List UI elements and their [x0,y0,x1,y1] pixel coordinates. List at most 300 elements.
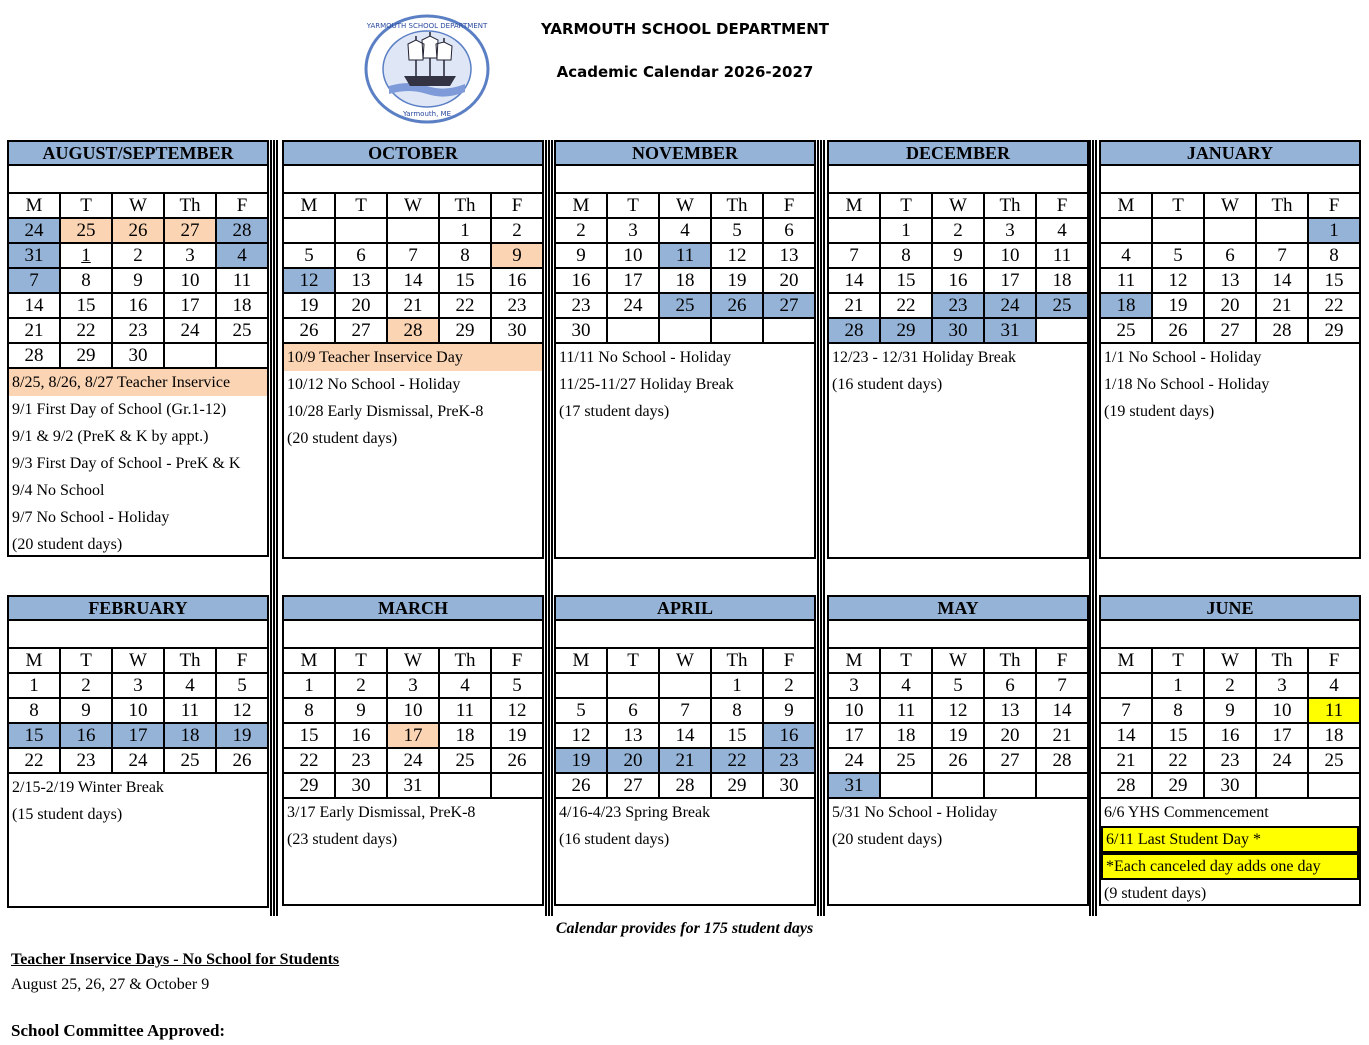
month-grid [1099,647,1361,799]
day-cell: 29 [1152,773,1204,798]
month-grid [1099,192,1361,344]
day-cell: 27 [1204,318,1256,343]
day-cell [659,673,711,698]
day-cell: 15 [8,723,60,748]
weekday-label: F [763,648,815,673]
month-notes [282,799,544,906]
day-cell: 23 [763,748,815,773]
month-june [1099,595,1361,906]
day-cell: 2 [335,673,387,698]
day-cell: 7 [1036,673,1088,698]
day-cell: 18 [659,268,711,293]
day-cell: 27 [335,318,387,343]
day-cell: 11 [659,243,711,268]
day-cell: 10 [387,698,439,723]
day-cell: 31 [984,318,1036,343]
day-cell: 25 [439,748,491,773]
day-cell: 19 [1152,293,1204,318]
day-cell: 11 [164,698,216,723]
weekday-label: F [1308,193,1360,218]
note-line: (23 student days) [287,831,398,848]
day-cell: 24 [8,218,60,243]
day-cell: 4 [880,673,932,698]
note-line: 5/31 No School - Holiday [832,804,998,821]
weekday-label: Th [1256,648,1308,673]
day-cell: 14 [1256,268,1308,293]
day-cell: 13 [335,268,387,293]
day-cell: 7 [1256,243,1308,268]
day-cell: 18 [1036,268,1088,293]
day-cell: 14 [1036,698,1088,723]
day-cell: 8 [1308,243,1360,268]
day-cell: 24 [387,748,439,773]
weekday-label: W [659,648,711,673]
note-line: 3/17 Early Dismissal, PreK-8 [287,804,476,821]
weekday-label: Th [984,648,1036,673]
day-cell: 14 [659,723,711,748]
day-cell: 13 [984,698,1036,723]
day-cell: 26 [1152,318,1204,343]
day-cell: 7 [659,698,711,723]
day-cell: 8 [1152,698,1204,723]
day-cell: 24 [607,293,659,318]
weekday-label: Th [164,193,216,218]
day-cell [880,773,932,798]
day-cell: 26 [491,748,543,773]
note-line: 9/4 No School [12,482,105,499]
day-cell: 25 [659,293,711,318]
day-cell: 18 [164,723,216,748]
month-notes [554,799,816,906]
day-cell: 10 [984,243,1036,268]
day-cell: 12 [283,268,335,293]
day-cell: 3 [164,243,216,268]
day-cell: 28 [1100,773,1152,798]
day-cell: 22 [1308,293,1360,318]
day-cell: 10 [1256,698,1308,723]
day-cell: 5 [283,243,335,268]
svg-text:YARMOUTH SCHOOL DEPARTMENT: YARMOUTH SCHOOL DEPARTMENT [366,22,488,30]
day-cell [711,318,763,343]
day-cell [1204,218,1256,243]
day-cell: 12 [491,698,543,723]
day-cell: 22 [283,748,335,773]
weekday-label: W [387,648,439,673]
weekday-label: W [387,193,439,218]
note-line: 1/18 No School - Holiday [1104,376,1270,393]
day-cell: 2 [555,218,607,243]
month-notes [827,344,1089,559]
weekday-label: T [60,193,112,218]
day-cell: 21 [828,293,880,318]
day-cell: 11 [439,698,491,723]
month-grid [282,647,544,799]
note-line-highlight: *Each canceled day adds one day [1101,853,1359,880]
day-cell: 28 [1256,318,1308,343]
day-cell: 26 [555,773,607,798]
note-line: 9/3 First Day of School - PreK & K [12,455,241,472]
weekday-label: W [1204,648,1256,673]
day-cell: 8 [439,243,491,268]
day-cell: 1 [60,243,112,268]
day-cell: 5 [555,698,607,723]
day-cell: 20 [763,268,815,293]
day-cell: 15 [1308,268,1360,293]
day-cell: 16 [932,268,984,293]
note-line: 6/6 YHS Commencement [1104,804,1269,821]
month-name: FEBRUARY [7,595,269,621]
month-october [282,140,544,559]
month-name: NOVEMBER [554,140,816,166]
day-cell: 2 [1204,673,1256,698]
day-cell: 22 [711,748,763,773]
day-cell: 8 [60,268,112,293]
month-grid [554,647,816,799]
day-cell: 27 [607,773,659,798]
day-cell: 15 [60,293,112,318]
day-cell: 9 [763,698,815,723]
weekday-label: M [8,193,60,218]
day-cell: 26 [283,318,335,343]
day-cell: 9 [932,243,984,268]
day-cell: 29 [439,318,491,343]
day-cell: 20 [984,723,1036,748]
note-line: (16 student days) [832,376,943,393]
day-cell: 19 [216,723,268,748]
day-cell: 18 [439,723,491,748]
weekday-label: M [1100,648,1152,673]
day-cell: 6 [984,673,1036,698]
day-cell: 18 [880,723,932,748]
day-cell: 7 [8,268,60,293]
note-line: 9/7 No School - Holiday [12,509,170,526]
day-cell: 6 [335,243,387,268]
day-cell [216,343,268,368]
day-cell: 23 [932,293,984,318]
day-cell: 12 [932,698,984,723]
month-notes [7,369,269,557]
day-cell: 19 [932,723,984,748]
day-cell [984,773,1036,798]
day-cell: 15 [711,723,763,748]
month-february [7,595,269,908]
day-cell: 25 [1036,293,1088,318]
day-cell: 11 [1100,268,1152,293]
weekday-label: W [659,193,711,218]
page-title: YARMOUTH SCHOOL DEPARTMENT [540,20,830,38]
day-cell [491,773,543,798]
weekday-label: W [112,193,164,218]
total-student-days: Calendar provides for 175 student days [555,920,814,937]
day-cell: 6 [607,698,659,723]
month-name: JANUARY [1099,140,1361,166]
day-cell: 26 [932,748,984,773]
day-cell: 20 [1204,293,1256,318]
day-cell: 29 [60,343,112,368]
day-cell: 15 [439,268,491,293]
day-cell: 27 [984,748,1036,773]
day-cell: 16 [335,723,387,748]
day-cell: 26 [711,293,763,318]
day-cell: 30 [763,773,815,798]
note-line: 2/15-2/19 Winter Break [12,779,164,796]
month-name: JUNE [1099,595,1361,621]
day-cell: 28 [387,318,439,343]
day-cell: 4 [1308,673,1360,698]
day-cell: 23 [60,748,112,773]
day-cell: 27 [164,218,216,243]
day-cell: 15 [1152,723,1204,748]
note-line: (20 student days) [832,831,943,848]
day-cell: 30 [1204,773,1256,798]
day-cell: 29 [1308,318,1360,343]
month-april [554,595,816,906]
day-cell: 22 [439,293,491,318]
day-cell: 29 [880,318,932,343]
month-notes [282,344,544,559]
weekday-label: W [932,648,984,673]
day-cell: 25 [880,748,932,773]
day-cell: 10 [828,698,880,723]
month-notes [827,799,1089,906]
day-cell: 31 [8,243,60,268]
day-cell: 5 [1152,243,1204,268]
day-cell: 17 [112,723,164,748]
day-cell: 16 [763,723,815,748]
day-cell: 5 [491,673,543,698]
day-cell [1308,773,1360,798]
note-line: (17 student days) [559,403,670,420]
note-line: (15 student days) [12,806,123,823]
day-cell: 5 [216,673,268,698]
day-cell [1100,218,1152,243]
note-line: 11/11 No School - Holiday [559,349,732,366]
day-cell: 28 [216,218,268,243]
day-cell: 12 [711,243,763,268]
day-cell: 19 [555,748,607,773]
day-cell [607,673,659,698]
note-line: 12/23 - 12/31 Holiday Break [832,349,1016,366]
day-cell: 23 [1204,748,1256,773]
day-cell: 28 [659,773,711,798]
weekday-label: Th [1256,193,1308,218]
day-cell: 28 [828,318,880,343]
day-cell: 11 [1308,698,1360,723]
weekday-label: T [607,193,659,218]
day-cell: 16 [491,268,543,293]
day-cell: 4 [439,673,491,698]
day-cell [1256,773,1308,798]
weekday-label: M [828,193,880,218]
day-cell: 17 [1256,723,1308,748]
day-cell: 23 [335,748,387,773]
day-cell [387,218,439,243]
day-cell: 24 [1256,748,1308,773]
note-line: 10/9 Teacher Inservice Day [284,344,542,371]
month-grid [7,192,269,369]
day-cell: 25 [60,218,112,243]
day-cell: 11 [216,268,268,293]
note-line: (16 student days) [559,831,670,848]
day-cell: 30 [932,318,984,343]
note-line: (19 student days) [1104,403,1215,420]
approval-label: School Committee Approved: [11,1021,226,1040]
day-cell: 9 [1204,698,1256,723]
month-name: MAY [827,595,1089,621]
svg-text:Yarmouth, ME: Yarmouth, ME [403,110,451,118]
weekday-label: F [216,193,268,218]
day-cell: 11 [1036,243,1088,268]
day-cell: 27 [763,293,815,318]
weekday-label: M [8,648,60,673]
day-cell: 2 [932,218,984,243]
day-cell: 31 [387,773,439,798]
day-cell: 4 [164,673,216,698]
day-cell: 24 [112,748,164,773]
note-line: 10/12 No School - Holiday [287,376,461,393]
day-cell: 30 [112,343,164,368]
day-cell: 13 [607,723,659,748]
day-cell [659,318,711,343]
month-march [282,595,544,906]
day-cell: 9 [335,698,387,723]
weekday-label: Th [439,193,491,218]
day-cell: 15 [283,723,335,748]
day-cell [607,318,659,343]
day-cell: 17 [607,268,659,293]
day-cell: 22 [60,318,112,343]
weekday-label: Th [711,193,763,218]
day-cell [932,773,984,798]
day-cell: 29 [283,773,335,798]
day-cell: 4 [1100,243,1152,268]
day-cell: 9 [60,698,112,723]
day-cell [1152,218,1204,243]
day-cell: 2 [763,673,815,698]
weekday-label: W [932,193,984,218]
weekday-label: Th [439,648,491,673]
weekday-label: T [607,648,659,673]
month-may [827,595,1089,906]
day-cell: 26 [112,218,164,243]
weekday-label: Th [984,193,1036,218]
day-cell: 21 [659,748,711,773]
day-cell: 11 [880,698,932,723]
note-line-highlight: 6/11 Last Student Day * [1101,826,1359,853]
month-grid [827,647,1089,799]
month-november [554,140,816,559]
day-cell: 29 [711,773,763,798]
day-cell: 3 [112,673,164,698]
day-cell: 28 [1036,748,1088,773]
month-grid [554,192,816,344]
month-name: APRIL [554,595,816,621]
day-cell: 23 [112,318,164,343]
day-cell: 13 [1204,268,1256,293]
day-cell: 28 [8,343,60,368]
day-cell: 5 [932,673,984,698]
day-cell: 10 [112,698,164,723]
inservice-dates: August 25, 26, 27 & October 9 [11,976,210,993]
day-cell: 8 [711,698,763,723]
month-notes [7,774,269,908]
day-cell: 2 [112,243,164,268]
day-cell: 1 [1308,218,1360,243]
day-cell: 16 [1204,723,1256,748]
weekday-label: T [335,193,387,218]
month-name: DECEMBER [827,140,1089,166]
day-cell [1036,773,1088,798]
day-cell: 30 [555,318,607,343]
weekday-label: F [1036,193,1088,218]
weekday-label: T [60,648,112,673]
weekday-label: Th [711,648,763,673]
day-cell: 8 [880,243,932,268]
note-line: (9 student days) [1104,885,1207,902]
day-cell: 21 [1256,293,1308,318]
day-cell [335,218,387,243]
day-cell: 26 [216,748,268,773]
day-cell: 21 [8,318,60,343]
month-january [1099,140,1361,559]
weekday-label: F [491,648,543,673]
inservice-heading: Teacher Inservice Days - No School for Students [11,951,340,968]
day-cell: 31 [828,773,880,798]
month-december [827,140,1089,559]
day-cell: 16 [112,293,164,318]
day-cell: 15 [880,268,932,293]
day-cell: 1 [711,673,763,698]
month-name: MARCH [282,595,544,621]
day-cell: 24 [828,748,880,773]
day-cell: 8 [283,698,335,723]
day-cell: 10 [607,243,659,268]
month-notes [1099,344,1361,559]
month-grid [827,192,1089,344]
weekday-label: T [880,648,932,673]
page-subtitle: Academic Calendar 2026-2027 [556,63,814,81]
day-cell: 20 [607,748,659,773]
day-cell: 9 [555,243,607,268]
day-cell: 9 [112,268,164,293]
day-cell: 1 [1152,673,1204,698]
weekday-label: F [763,193,815,218]
day-cell: 16 [60,723,112,748]
day-cell: 6 [763,218,815,243]
day-cell [828,218,880,243]
day-cell: 6 [1204,243,1256,268]
day-cell: 7 [1100,698,1152,723]
day-cell: 3 [1256,673,1308,698]
weekday-label: M [283,193,335,218]
day-cell: 17 [828,723,880,748]
day-cell: 17 [387,723,439,748]
day-cell: 3 [607,218,659,243]
day-cell: 4 [216,243,268,268]
day-cell: 30 [491,318,543,343]
day-cell: 9 [491,243,543,268]
day-cell: 25 [1308,748,1360,773]
weekday-label: M [283,648,335,673]
weekday-label: M [828,648,880,673]
month-notes [1099,799,1361,906]
month-notes [554,344,816,559]
day-cell: 3 [828,673,880,698]
weekday-label: W [1204,193,1256,218]
day-cell [164,343,216,368]
day-cell: 4 [659,218,711,243]
weekday-label: Th [164,648,216,673]
